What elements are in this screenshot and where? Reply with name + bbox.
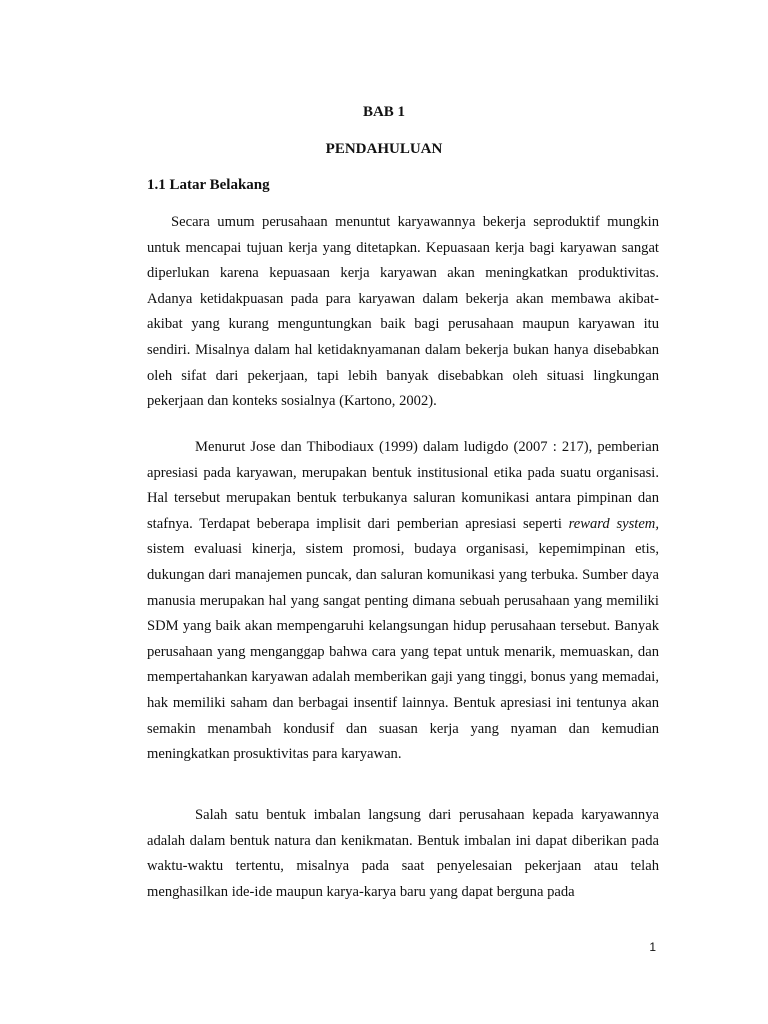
page-number: 1 bbox=[649, 940, 656, 954]
chapter-number: BAB 1 bbox=[362, 104, 406, 120]
paragraph-3: Salah satu bentuk imbalan langsung dari perusahaan kepada karyawannya adalah dalam bentuk natura dan kenikmatan. Bentuk imbalan ini dapat diberikan pada waktu-waktu tertentu, misalnya pada saat penyelesaian pekerjaan atau telah menghasilkan ide-ide maupun karya-karya baru yang dapat berguna pada bbox=[147, 807, 659, 900]
paragraph-1: Secara umum perusahaan menuntut karyawannya bekerja seproduktif mungkin untuk mencapai tujuan kerja yang ditetapkan. Kepuasaan kerja bagi karyawan sangat diperlukan karena kepuasaan kerja karyawan akan meningkatkan produktivitas. Adanya ketidakpuasan pada para karyawan dalam bekerja akan membawa akibat-akibat yang kurang menguntungkan baik bagi perusahaan maupun karyawan itu sendiri. Misalnya dalam hal ketidaknyamanan dalam bekerja bukan hanya disebabkan oleh sifat dari pekerjaan, tapi lebih banyak disebabkan oleh situasi lingkungan pekerjaan dan konteks sosialnya (Kartono, 2002). bbox=[147, 214, 659, 410]
paragraph-2-text-before: Menurut Jose dan Thibodiaux (1999) dalam ludigdo (2007 : 217), pemberian apresiasi pada karyawan, merupakan bentuk institusional etika pada suatu organisasi. Hal tersebut merupakan bentuk terbukanya saluran komunikasi antara pimpinan dan stafnya. Terdapat beberapa implisit dari pemberian apresiasi seperti bbox=[147, 439, 659, 532]
section-heading: 1.1 Latar Belakang bbox=[147, 177, 270, 193]
paragraph-2 bbox=[147, 435, 659, 768]
paragraph-2-italic-term: reward system, bbox=[568, 515, 659, 532]
paragraph-2-text-after: sistem evaluasi kinerja, sistem promosi, budaya organisasi, kepemimpinan etis, dukungan dari manajemen puncak, dan saluran komunikasi yang terbuka. Sumber daya manusia merupakan hal yang sangat penting dimana sebuah perusahaan yang memiliki SDM yang baik akan mempengaruhi kelangsungan hidup perusahaan tersebut. Banyak perusahaan yang menganggap bahwa cara yang tepat untuk menarik, memuaskan, dan mempertahankan karyawan adalah memberikan gaji yang tinggi, bonus yang memadai, hak memiliki saham dan berbagai insentif lainnya. Bentuk apresiasi ini tentunya akan semakin menambah kondusif dan suasan kerja yang nyaman dan kemudian meningkatkan prosuktivitas para karyawan. bbox=[147, 541, 659, 763]
chapter-title: PENDAHULUAN bbox=[325, 141, 443, 157]
